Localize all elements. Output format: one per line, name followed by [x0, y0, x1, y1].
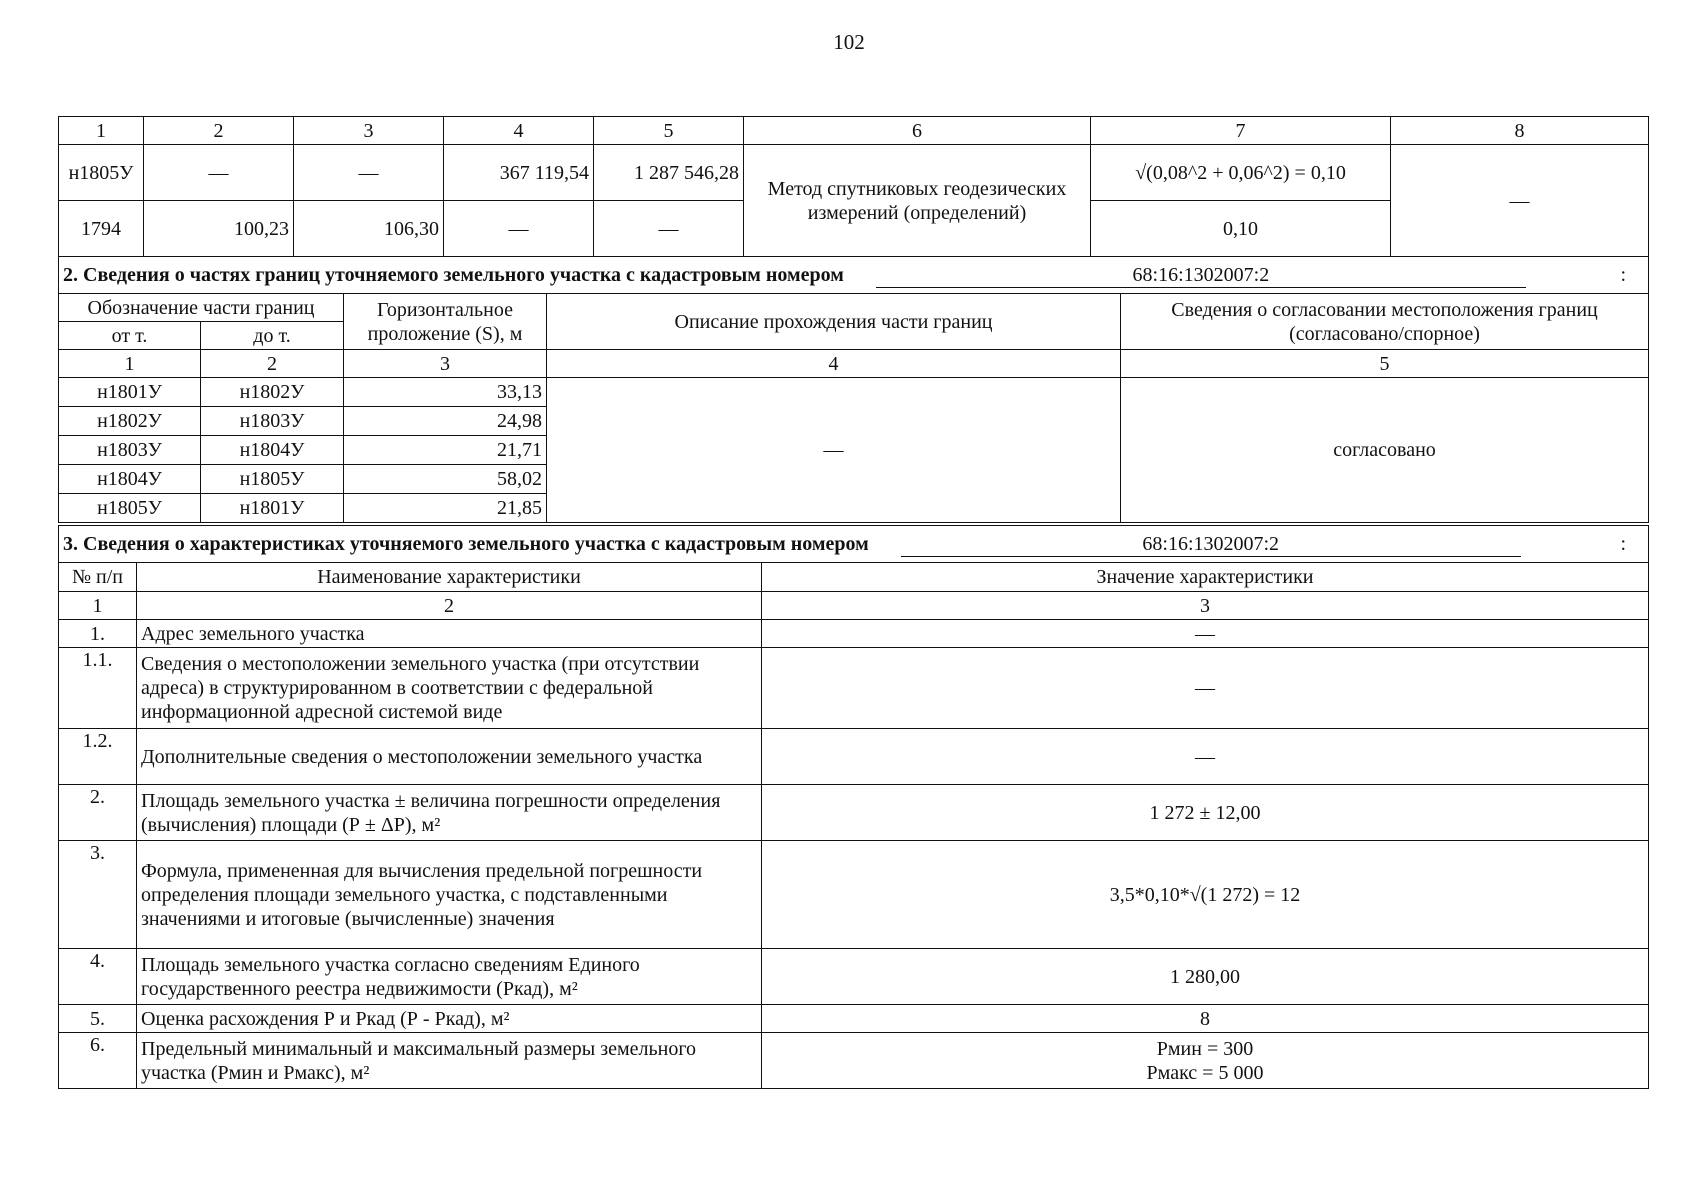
- cell-c3: —: [294, 145, 444, 201]
- head-designation: Обозначение части границ: [59, 294, 344, 322]
- col-number-2: 2: [201, 350, 344, 378]
- col-header-8: 8: [1391, 117, 1649, 145]
- row-value: —: [762, 620, 1649, 648]
- col8-value: —: [1391, 145, 1649, 257]
- row-value: —: [762, 729, 1649, 785]
- error-formula: √(0,08^2 + 0,06^2) = 0,10: [1091, 145, 1391, 201]
- row-num: 5.: [59, 1005, 137, 1033]
- section3-table: [58, 525, 1649, 1089]
- value-min: Рмин = 300: [1156, 1037, 1254, 1060]
- row-num: 4.: [59, 949, 137, 1005]
- row-num: 3.: [59, 841, 137, 949]
- row-value: 1 280,00: [762, 949, 1649, 1005]
- length-value: 24,98: [344, 407, 547, 436]
- table-row: [59, 949, 1649, 1005]
- row-num: 1.2.: [59, 729, 137, 785]
- table-row: [59, 145, 1649, 201]
- table-row: [59, 378, 1649, 407]
- table-row: [59, 729, 1649, 785]
- head-length: Горизонтальное проложение (S), м: [344, 294, 547, 350]
- length-value: 58,02: [344, 465, 547, 494]
- table-row: [59, 785, 1649, 841]
- cell-c2: 100,23: [144, 201, 294, 257]
- col-header-7: 7: [1091, 117, 1391, 145]
- section2-cadastral-number: 68:16:1302007:2: [876, 263, 1526, 288]
- to-point: н1801У: [201, 494, 344, 523]
- row-name: Дополнительные сведения о местоположении земельного участка: [137, 729, 762, 785]
- to-point: н1802У: [201, 378, 344, 407]
- section3-cadastral-number: 68:16:1302007:2: [901, 532, 1521, 557]
- col-header-2: 2: [144, 117, 294, 145]
- col-header-5: 5: [594, 117, 744, 145]
- page-number: 102: [833, 30, 865, 54]
- col-number-5: 5: [1121, 350, 1649, 378]
- description-value: —: [547, 378, 1121, 523]
- head-agreement: Сведения о согласовании местоположения границ (согласовано/спорное): [1121, 294, 1649, 350]
- to-point: н1803У: [201, 407, 344, 436]
- row-name: Оценка расхождения Р и Ркад (Р - Ркад), м²: [137, 1005, 762, 1033]
- points-table: [58, 116, 1649, 257]
- to-point: н1804У: [201, 436, 344, 465]
- table-row: [59, 648, 1649, 729]
- row-value: 3,5*0,10*√(1 272) = 12: [762, 841, 1649, 949]
- point-name: н1805У: [59, 145, 144, 201]
- section2-table: [58, 256, 1649, 523]
- from-point: н1804У: [59, 465, 201, 494]
- col-header-6: 6: [744, 117, 1091, 145]
- value-max: Рмакс = 5 000: [1146, 1061, 1264, 1084]
- row-name: Площадь земельного участка согласно сведениям Единого государственного реестра недвижимости (Ркад), м²: [137, 949, 762, 1005]
- from-point: н1802У: [59, 407, 201, 436]
- col-header-4: 4: [444, 117, 594, 145]
- section3-header: [59, 526, 1649, 563]
- row-name: Площадь земельного участка ± величина погрешности определения (вычисления) площади (Р ± ΔР), м²: [137, 785, 762, 841]
- col-number-1: 1: [59, 350, 201, 378]
- table-row: [59, 841, 1649, 949]
- col-number-3: 3: [344, 350, 547, 378]
- table-row: [59, 620, 1649, 648]
- length-value: 33,13: [344, 378, 547, 407]
- row-name: Предельный минимальный и максимальный размеры земельного участка (Рмин и Рмакс), м²: [137, 1033, 762, 1089]
- section3-title: 3. Сведения о характеристиках уточняемого земельного участка с кадастровым номером: [63, 533, 869, 555]
- table-row: [59, 1005, 1649, 1033]
- from-point: н1803У: [59, 436, 201, 465]
- coord-x: —: [444, 201, 594, 257]
- row-name: Формула, примененная для вычисления предельной погрешности определения площади земельного участка, с подставленными значениями и итоговые (вычисленные) значения: [137, 841, 762, 949]
- row-name: Сведения о местоположении земельного участка (при отсутствии адреса) в структурированном в соответствии с федеральной информационной адресной системой виде: [137, 648, 762, 729]
- coord-x: 367 119,54: [444, 145, 594, 201]
- coord-y: —: [594, 201, 744, 257]
- section3-colon: :: [1620, 533, 1626, 555]
- col-header-1: 1: [59, 117, 144, 145]
- to-point: н1805У: [201, 465, 344, 494]
- coord-y: 1 287 546,28: [594, 145, 744, 201]
- from-point: н1805У: [59, 494, 201, 523]
- agreement-value: согласовано: [1121, 378, 1649, 523]
- row-value-limits: [762, 1033, 1649, 1089]
- row-value: 8: [762, 1005, 1649, 1033]
- row-num: 2.: [59, 785, 137, 841]
- section2-header: [59, 257, 1649, 294]
- row-num: 6.: [59, 1033, 137, 1089]
- head-to: до т.: [201, 322, 344, 350]
- col-number-2: 2: [137, 592, 762, 620]
- from-point: н1801У: [59, 378, 201, 407]
- length-value: 21,71: [344, 436, 547, 465]
- row-num: 1.1.: [59, 648, 137, 729]
- row-name: Адрес земельного участка: [137, 620, 762, 648]
- head-num: № п/п: [59, 563, 137, 592]
- head-description: Описание прохождения части границ: [547, 294, 1121, 350]
- cell-c3: 106,30: [294, 201, 444, 257]
- col-number-1: 1: [59, 592, 137, 620]
- cell-c2: —: [144, 145, 294, 201]
- table-row: [59, 1033, 1649, 1089]
- row-value: —: [762, 648, 1649, 729]
- head-from: от т.: [59, 322, 201, 350]
- col-number-4: 4: [547, 350, 1121, 378]
- col-number-3: 3: [762, 592, 1649, 620]
- col-header-3: 3: [294, 117, 444, 145]
- method-cell: Метод спутниковых геодезических измерений (определений): [744, 145, 1091, 257]
- error-value: 0,10: [1091, 201, 1391, 257]
- section2-title: 2. Сведения о частях границ уточняемого земельного участка с кадастровым номером: [63, 264, 844, 286]
- head-name: Наименование характеристики: [137, 563, 762, 592]
- section2-colon: :: [1620, 264, 1627, 286]
- row-value: 1 272 ± 12,00: [762, 785, 1649, 841]
- row-num: 1.: [59, 620, 137, 648]
- head-value: Значение характеристики: [762, 563, 1649, 592]
- length-value: 21,85: [344, 494, 547, 523]
- point-name: 1794: [59, 201, 144, 257]
